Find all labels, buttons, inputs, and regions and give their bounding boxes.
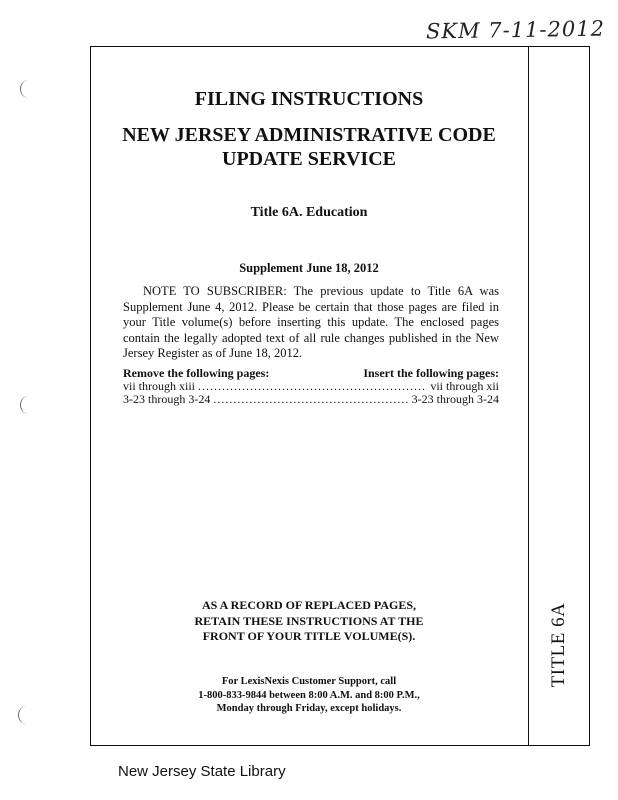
record-notice bbox=[90, 598, 528, 645]
dot-leader bbox=[213, 393, 408, 406]
handwritten-annotation: SKM 7-11-2012 bbox=[425, 16, 606, 44]
support-line2: 1-800-833-9844 between 8:00 A.M. and 8:00 P.M., bbox=[198, 689, 420, 701]
table-row bbox=[123, 393, 499, 406]
binder-hole-mark bbox=[18, 706, 35, 724]
supplement-date: Supplement June 18, 2012 bbox=[239, 261, 379, 275]
record-line2: RETAIN THESE INSTRUCTIONS AT THE bbox=[194, 613, 424, 628]
remove-pages: 3-23 through 3-24 bbox=[123, 392, 211, 406]
title-tab-label: TITLE 6A bbox=[548, 602, 569, 688]
support-line1: For LexisNexis Customer Support, call bbox=[221, 676, 397, 687]
library-footer: New Jersey State Library bbox=[118, 763, 286, 780]
insert-pages: 3-23 through 3-24 bbox=[411, 392, 499, 406]
binder-hole-mark bbox=[20, 80, 37, 98]
dot-leader bbox=[198, 380, 427, 393]
tab-divider bbox=[528, 46, 529, 746]
remove-pages: vii through xiii bbox=[123, 379, 195, 393]
code-title-line2: UPDATE SERVICE bbox=[222, 148, 396, 170]
customer-support-notice bbox=[90, 675, 528, 716]
code-title-line1: NEW JERSEY ADMINISTRATIVE CODE bbox=[122, 124, 496, 146]
filing-instructions-heading: FILING INSTRUCTIONS bbox=[194, 88, 424, 110]
record-line1: AS A RECORD OF REPLACED PAGES, bbox=[201, 598, 417, 612]
insert-header: Insert the following pages: bbox=[363, 366, 499, 380]
page-replacement-table bbox=[123, 367, 499, 406]
code-title-heading bbox=[90, 123, 528, 171]
binder-hole-mark bbox=[20, 396, 37, 414]
record-line3: FRONT OF YOUR TITLE VOLUME(S). bbox=[202, 629, 416, 643]
remove-header: Remove the following pages: bbox=[123, 366, 270, 380]
support-line3: Monday through Friday, except holidays. bbox=[216, 703, 402, 714]
title-subject: Title 6A. Education bbox=[250, 205, 368, 220]
subscriber-note: NOTE TO SUBSCRIBER: The previous update to Title 6A was Supplement June 4, 2012. Please be certain that those pages are filed in your Title volume(s) before inserting this update. The enclosed pages contain the legally adopted text of all rule changes published in the New Jersey Register as of June 18, 2012. bbox=[123, 284, 499, 360]
insert-pages: vii through xii bbox=[430, 379, 499, 393]
